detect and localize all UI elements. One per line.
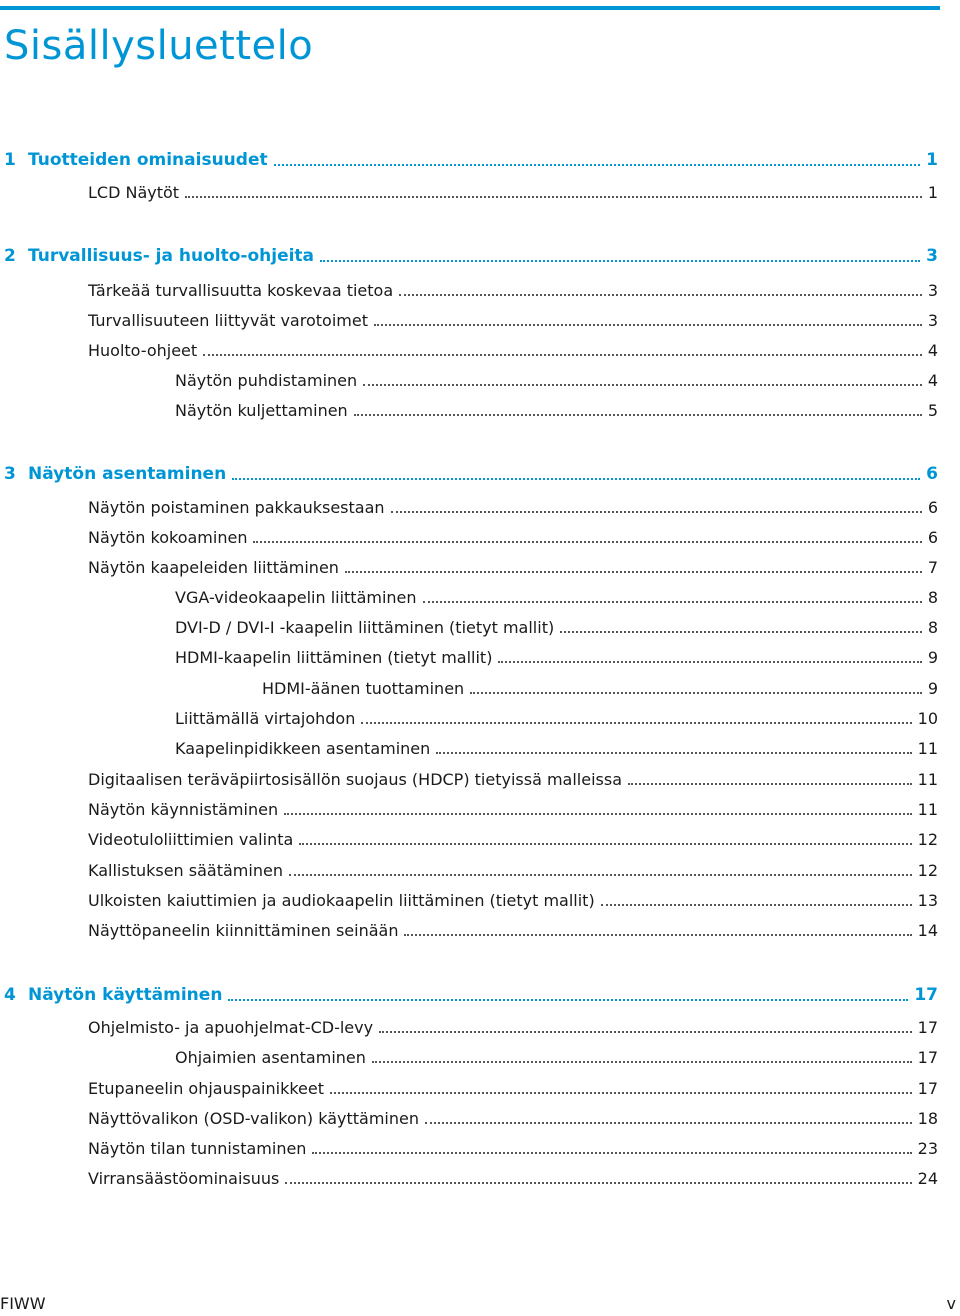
toc-entry-title: HDMI-kaapelin liittäminen (tietyt mallit) bbox=[175, 647, 493, 667]
toc-entry-title: Näytön kokoaminen bbox=[88, 527, 248, 547]
dot-leader bbox=[203, 344, 922, 356]
toc-page-number: 4 bbox=[927, 370, 938, 390]
toc-entry[interactable] bbox=[88, 764, 938, 794]
toc-entry-title: Tärkeää turvallisuutta koskevaa tietoa bbox=[88, 280, 394, 300]
toc-entry[interactable] bbox=[175, 1042, 938, 1072]
toc-entry[interactable] bbox=[88, 885, 938, 915]
toc-entry[interactable] bbox=[88, 1073, 938, 1103]
dot-leader bbox=[289, 864, 912, 876]
toc-page-number: 6 bbox=[927, 527, 938, 547]
dot-leader bbox=[312, 1142, 911, 1154]
toc-entry-title: Turvallisuus- ja huolto-ohjeita bbox=[28, 246, 315, 266]
toc-page-number: 14 bbox=[917, 920, 938, 940]
toc-entry-title: Näytön käynnistäminen bbox=[88, 799, 279, 819]
toc-entry[interactable] bbox=[175, 612, 938, 642]
toc-page-number: 17 bbox=[914, 985, 938, 1005]
toc-entry[interactable] bbox=[175, 365, 938, 395]
toc-page-number: 6 bbox=[926, 464, 938, 484]
dot-leader bbox=[391, 501, 922, 513]
toc-entry[interactable] bbox=[88, 177, 938, 207]
toc-entry-title: DVI-D / DVI-I -kaapelin liittäminen (tietyt mallit) bbox=[175, 617, 555, 637]
dot-leader bbox=[228, 989, 908, 1001]
toc-entry[interactable] bbox=[175, 582, 938, 612]
toc-entry[interactable] bbox=[175, 642, 938, 672]
toc-entry-title: Kallistuksen säätäminen bbox=[88, 860, 283, 880]
dot-leader bbox=[299, 833, 911, 845]
dot-leader bbox=[423, 591, 922, 603]
dot-leader bbox=[354, 404, 922, 416]
dot-leader bbox=[345, 561, 922, 573]
toc-page-number: 3 bbox=[927, 310, 938, 330]
toc-page-number: 5 bbox=[927, 400, 938, 420]
toc-page-number: 3 bbox=[926, 246, 938, 266]
toc-entry-title: Liittämällä virtajohdon bbox=[175, 708, 356, 728]
toc-entry-title: Huolto-ohjeet bbox=[88, 340, 198, 360]
toc-entry[interactable] bbox=[88, 915, 938, 945]
toc-page-number: 9 bbox=[927, 647, 938, 667]
dot-leader bbox=[399, 284, 922, 296]
toc-page-number: 8 bbox=[927, 617, 938, 637]
toc-entry-title: Ohjelmisto- ja apuohjelmat-CD-levy bbox=[88, 1017, 374, 1037]
toc-page-number: 1 bbox=[927, 182, 938, 202]
toc-page-number: 3 bbox=[927, 280, 938, 300]
toc-page-number: 24 bbox=[917, 1168, 938, 1188]
dot-leader bbox=[560, 621, 922, 633]
toc-page-number: 11 bbox=[917, 769, 938, 789]
toc-entry-title: Kaapelinpidikkeen asentaminen bbox=[175, 738, 431, 758]
toc-entry[interactable] bbox=[88, 1012, 938, 1042]
dot-leader bbox=[379, 1021, 912, 1033]
dot-leader bbox=[284, 803, 912, 815]
dot-leader bbox=[404, 924, 911, 936]
page-title: Sisällysluettelo bbox=[4, 23, 314, 69]
footer-locale-code: FIWW bbox=[0, 1294, 46, 1313]
toc-entry[interactable] bbox=[88, 275, 938, 305]
toc-page-number: 17 bbox=[917, 1047, 938, 1067]
toc-entry-title: Näytön kaapeleiden liittäminen bbox=[88, 557, 339, 577]
toc-entry[interactable] bbox=[88, 794, 938, 824]
dot-leader bbox=[374, 314, 922, 326]
dot-leader bbox=[330, 1082, 912, 1094]
toc-chapter-2[interactable] bbox=[4, 241, 938, 271]
toc-entry[interactable] bbox=[88, 1103, 938, 1133]
dot-leader bbox=[253, 531, 921, 543]
toc-page-number: 4 bbox=[927, 340, 938, 360]
dot-leader bbox=[601, 894, 912, 906]
toc-page-number: 10 bbox=[917, 708, 938, 728]
toc-entry[interactable] bbox=[88, 522, 938, 552]
toc-page-number: 13 bbox=[917, 890, 938, 910]
dot-leader bbox=[470, 682, 922, 694]
toc-entry-title: Virransäästöominaisuus bbox=[88, 1168, 280, 1188]
footer-page-number: v bbox=[946, 1294, 956, 1313]
chapter-number: 3 bbox=[4, 464, 16, 484]
dot-leader bbox=[498, 651, 921, 663]
dot-leader bbox=[232, 468, 920, 480]
toc-page-number: 12 bbox=[917, 829, 938, 849]
toc-page-number: 8 bbox=[927, 587, 938, 607]
dot-leader bbox=[285, 1172, 911, 1184]
toc-entry-title: Näytön asentaminen bbox=[28, 464, 227, 484]
dot-leader bbox=[185, 186, 922, 198]
dot-leader bbox=[425, 1112, 912, 1124]
toc-entry[interactable] bbox=[175, 395, 938, 425]
toc-page-number: 12 bbox=[917, 860, 938, 880]
chapter-number: 2 bbox=[4, 246, 16, 266]
toc-page-number: 17 bbox=[917, 1078, 938, 1098]
toc-entry-title: Näyttövalikon (OSD-valikon) käyttäminen bbox=[88, 1108, 419, 1128]
toc-entry-title: Näytön käyttäminen bbox=[28, 985, 223, 1005]
toc-page-number: 7 bbox=[927, 557, 938, 577]
toc-entry-title: Ulkoisten kaiuttimien ja audiokaapelin liittäminen (tietyt mallit) bbox=[88, 890, 595, 910]
header-rule bbox=[0, 6, 940, 10]
toc-entry[interactable] bbox=[175, 703, 938, 733]
toc-entry-title: Näytön kuljettaminen bbox=[175, 400, 348, 420]
toc-entry-title: LCD Näytöt bbox=[88, 182, 180, 202]
toc-entry[interactable] bbox=[88, 1133, 938, 1163]
dot-leader bbox=[274, 154, 921, 166]
toc-entry-title: Tuotteiden ominaisuudet bbox=[28, 150, 268, 170]
toc-entry[interactable] bbox=[88, 335, 938, 365]
toc-chapter-4[interactable] bbox=[4, 980, 938, 1010]
toc-entry-title: Digitaalisen teräväpiirtosisällön suojaus (HDCP) tietyissä malleissa bbox=[88, 769, 623, 789]
chapter-number: 1 bbox=[4, 150, 16, 170]
dot-leader bbox=[363, 374, 922, 386]
toc-entry-title: VGA-videokaapelin liittäminen bbox=[175, 587, 417, 607]
toc-entry[interactable] bbox=[88, 492, 938, 522]
dot-leader bbox=[361, 712, 911, 724]
toc-entry-title: Videotuloliittimien valinta bbox=[88, 829, 294, 849]
toc-entry-title: HDMI-äänen tuottaminen bbox=[262, 678, 465, 698]
dot-leader bbox=[320, 250, 920, 262]
chapter-number: 4 bbox=[4, 985, 16, 1005]
dot-leader bbox=[436, 742, 911, 754]
toc-entry-title: Näytön puhdistaminen bbox=[175, 370, 358, 390]
toc-entry[interactable] bbox=[88, 824, 938, 854]
dot-leader bbox=[372, 1051, 912, 1063]
toc-page-number: 11 bbox=[917, 799, 938, 819]
toc-page-number: 11 bbox=[917, 738, 938, 758]
toc-entry-title: Turvallisuuteen liittyvät varotoimet bbox=[88, 310, 368, 330]
toc-chapter-1[interactable] bbox=[4, 145, 938, 175]
toc-entry-title: Näytön tilan tunnistaminen bbox=[88, 1138, 307, 1158]
toc-entry[interactable] bbox=[88, 855, 938, 885]
toc-chapter-3[interactable] bbox=[4, 459, 938, 489]
toc-page-number: 17 bbox=[917, 1017, 938, 1037]
toc-page-number: 6 bbox=[927, 497, 938, 517]
dot-leader bbox=[628, 773, 912, 785]
toc-page-number: 23 bbox=[917, 1138, 938, 1158]
toc-entry-title: Näytön poistaminen pakkauksestaan bbox=[88, 497, 385, 517]
toc-page-number: 1 bbox=[926, 150, 938, 170]
toc-page-number: 18 bbox=[917, 1108, 938, 1128]
toc-entry[interactable] bbox=[88, 1163, 938, 1193]
toc-entry-title: Näyttöpaneelin kiinnittäminen seinään bbox=[88, 920, 399, 940]
toc-entry[interactable] bbox=[175, 733, 938, 763]
toc-entry-title: Etupaneelin ohjauspainikkeet bbox=[88, 1078, 324, 1098]
toc-entry-title: Ohjaimien asentaminen bbox=[175, 1047, 366, 1067]
toc-entry[interactable] bbox=[88, 305, 938, 335]
toc-entry[interactable] bbox=[262, 673, 938, 703]
toc-page-number: 9 bbox=[927, 678, 938, 698]
toc-entry[interactable] bbox=[88, 552, 938, 582]
